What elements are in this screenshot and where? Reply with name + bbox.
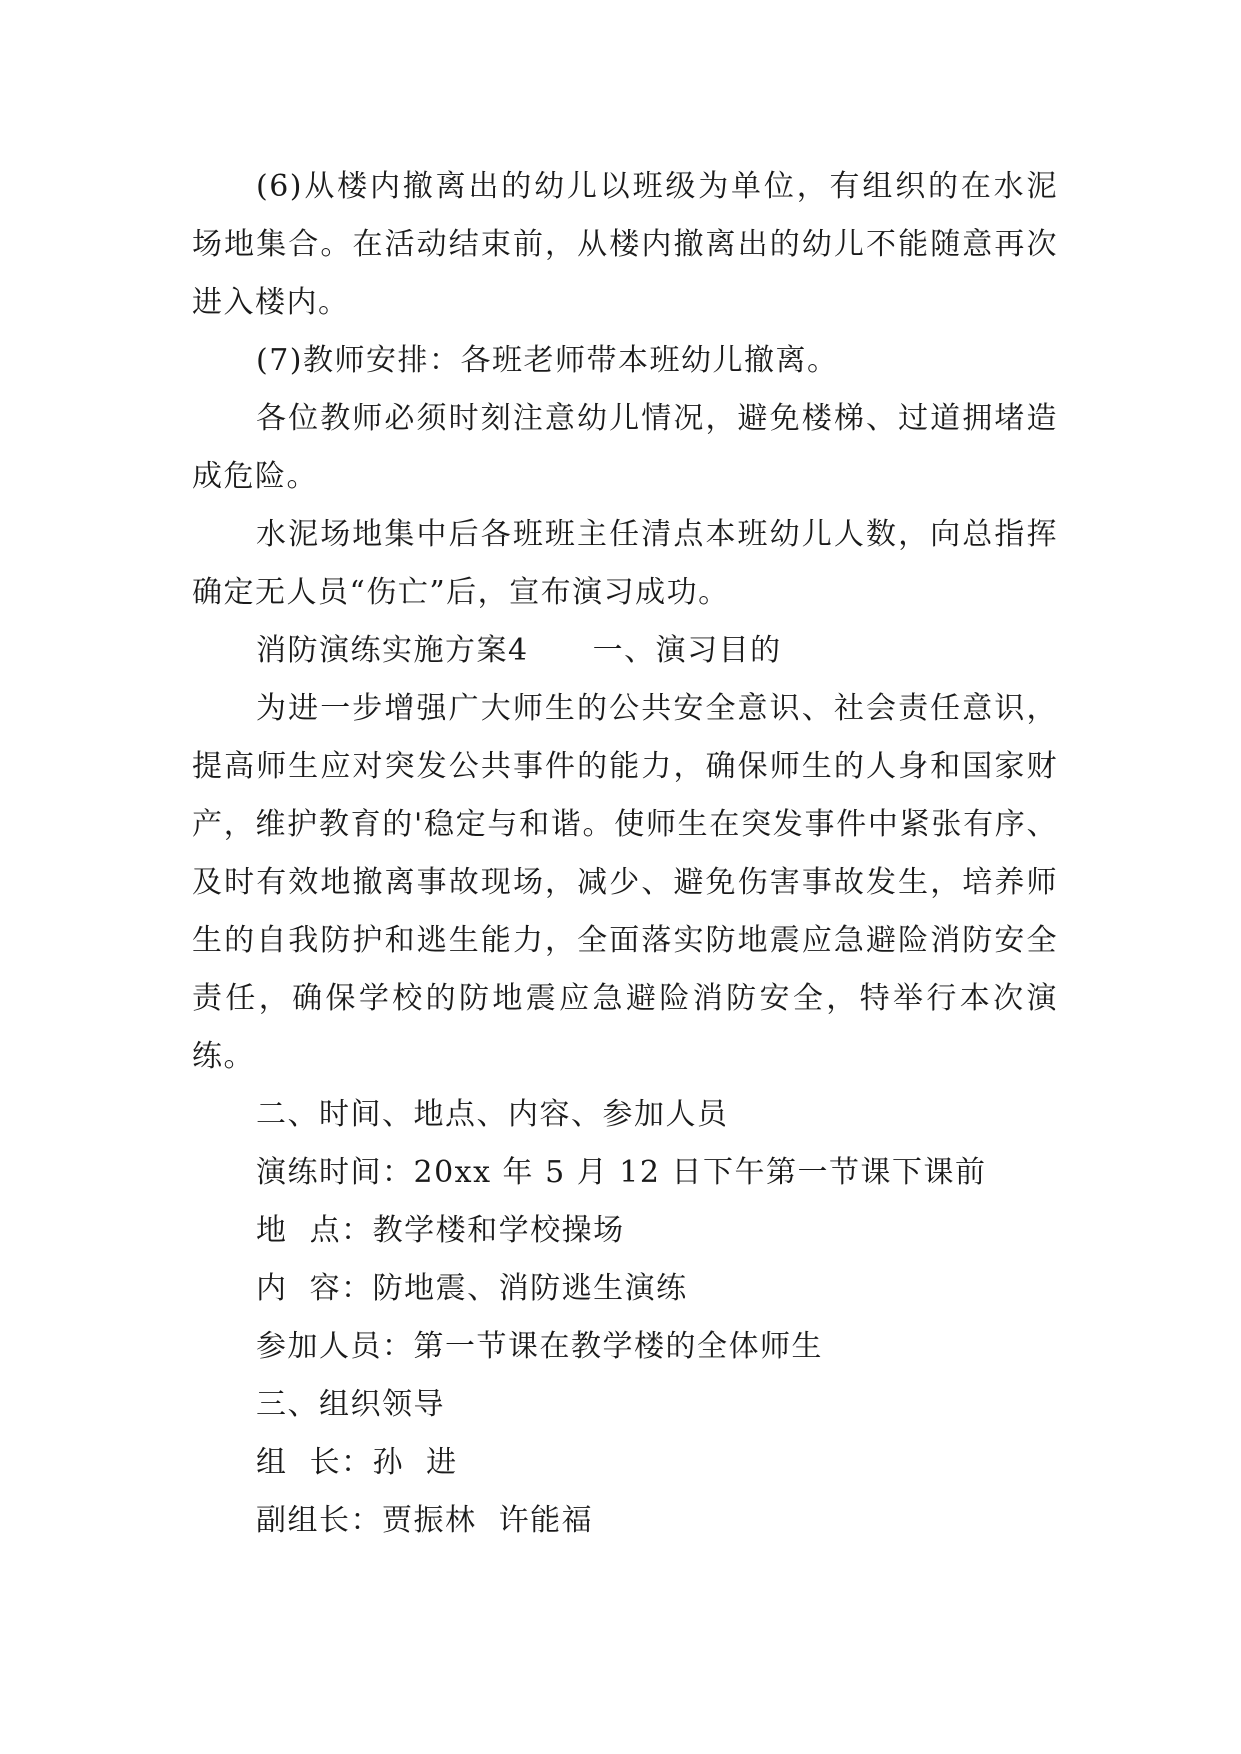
paragraph-teacher-attention: 各位教师必须时刻注意幼儿情况，避免楼梯、过道拥堵造成危险。: [192, 401, 1058, 494]
section-heading-purpose: 一、演习目的: [592, 633, 782, 668]
paragraph-evacuation-assembly: (6)从楼内撤离出的幼儿以班级为单位，有组织的在水泥场地集合。在活动结束前，从楼内撤离出的幼儿不能随意再次进入楼内。: [192, 169, 1058, 320]
drill-time: 演练时间：20xx 年 5 月 12 日下午第一节课下课前: [256, 1155, 987, 1190]
drill-content: 内 容：防地震、消防逃生演练: [256, 1271, 688, 1306]
group-leader: 组 长：孙 进: [256, 1445, 458, 1480]
paragraph-teacher-arrangement: (7)教师安排：各班老师带本班幼儿撤离。: [256, 343, 839, 378]
drill-participants: 参加人员：第一节课在教学楼的全体师生: [256, 1329, 823, 1364]
deputy-group-leader: 副组长：贾振林 许能福: [256, 1503, 594, 1538]
paragraph-purpose: 为进一步增强广大师生的公共安全意识、社会责任意识，提高师生应对突发公共事件的能力，确保师生的人身和国家财产，维护教育的'稳定与和谐。使师生在突发事件中紧张有序、及时有效地撤离事故现场，减少、避免伤害事故发生，培养师生的自我防护和逃生能力，全面落实防地震应急避险消防安全责任，确保学校的防地震应急避险消防安全，特举行本次演练。: [192, 691, 1058, 1074]
section-heading-time-place: 二、时间、地点、内容、参加人员: [256, 1097, 729, 1132]
drill-location: 地 点：教学楼和学校操场: [256, 1213, 625, 1248]
document-body: [192, 158, 1058, 1550]
paragraph-headcount: 水泥场地集中后各班班主任清点本班幼儿人数，向总指挥确定无人员“伤亡”后，宣布演习成功。: [192, 517, 1058, 610]
plan-title: 消防演练实施方案4: [256, 633, 529, 668]
section-heading-line: [192, 622, 1058, 680]
section-heading-leadership: 三、组织领导: [256, 1387, 445, 1422]
